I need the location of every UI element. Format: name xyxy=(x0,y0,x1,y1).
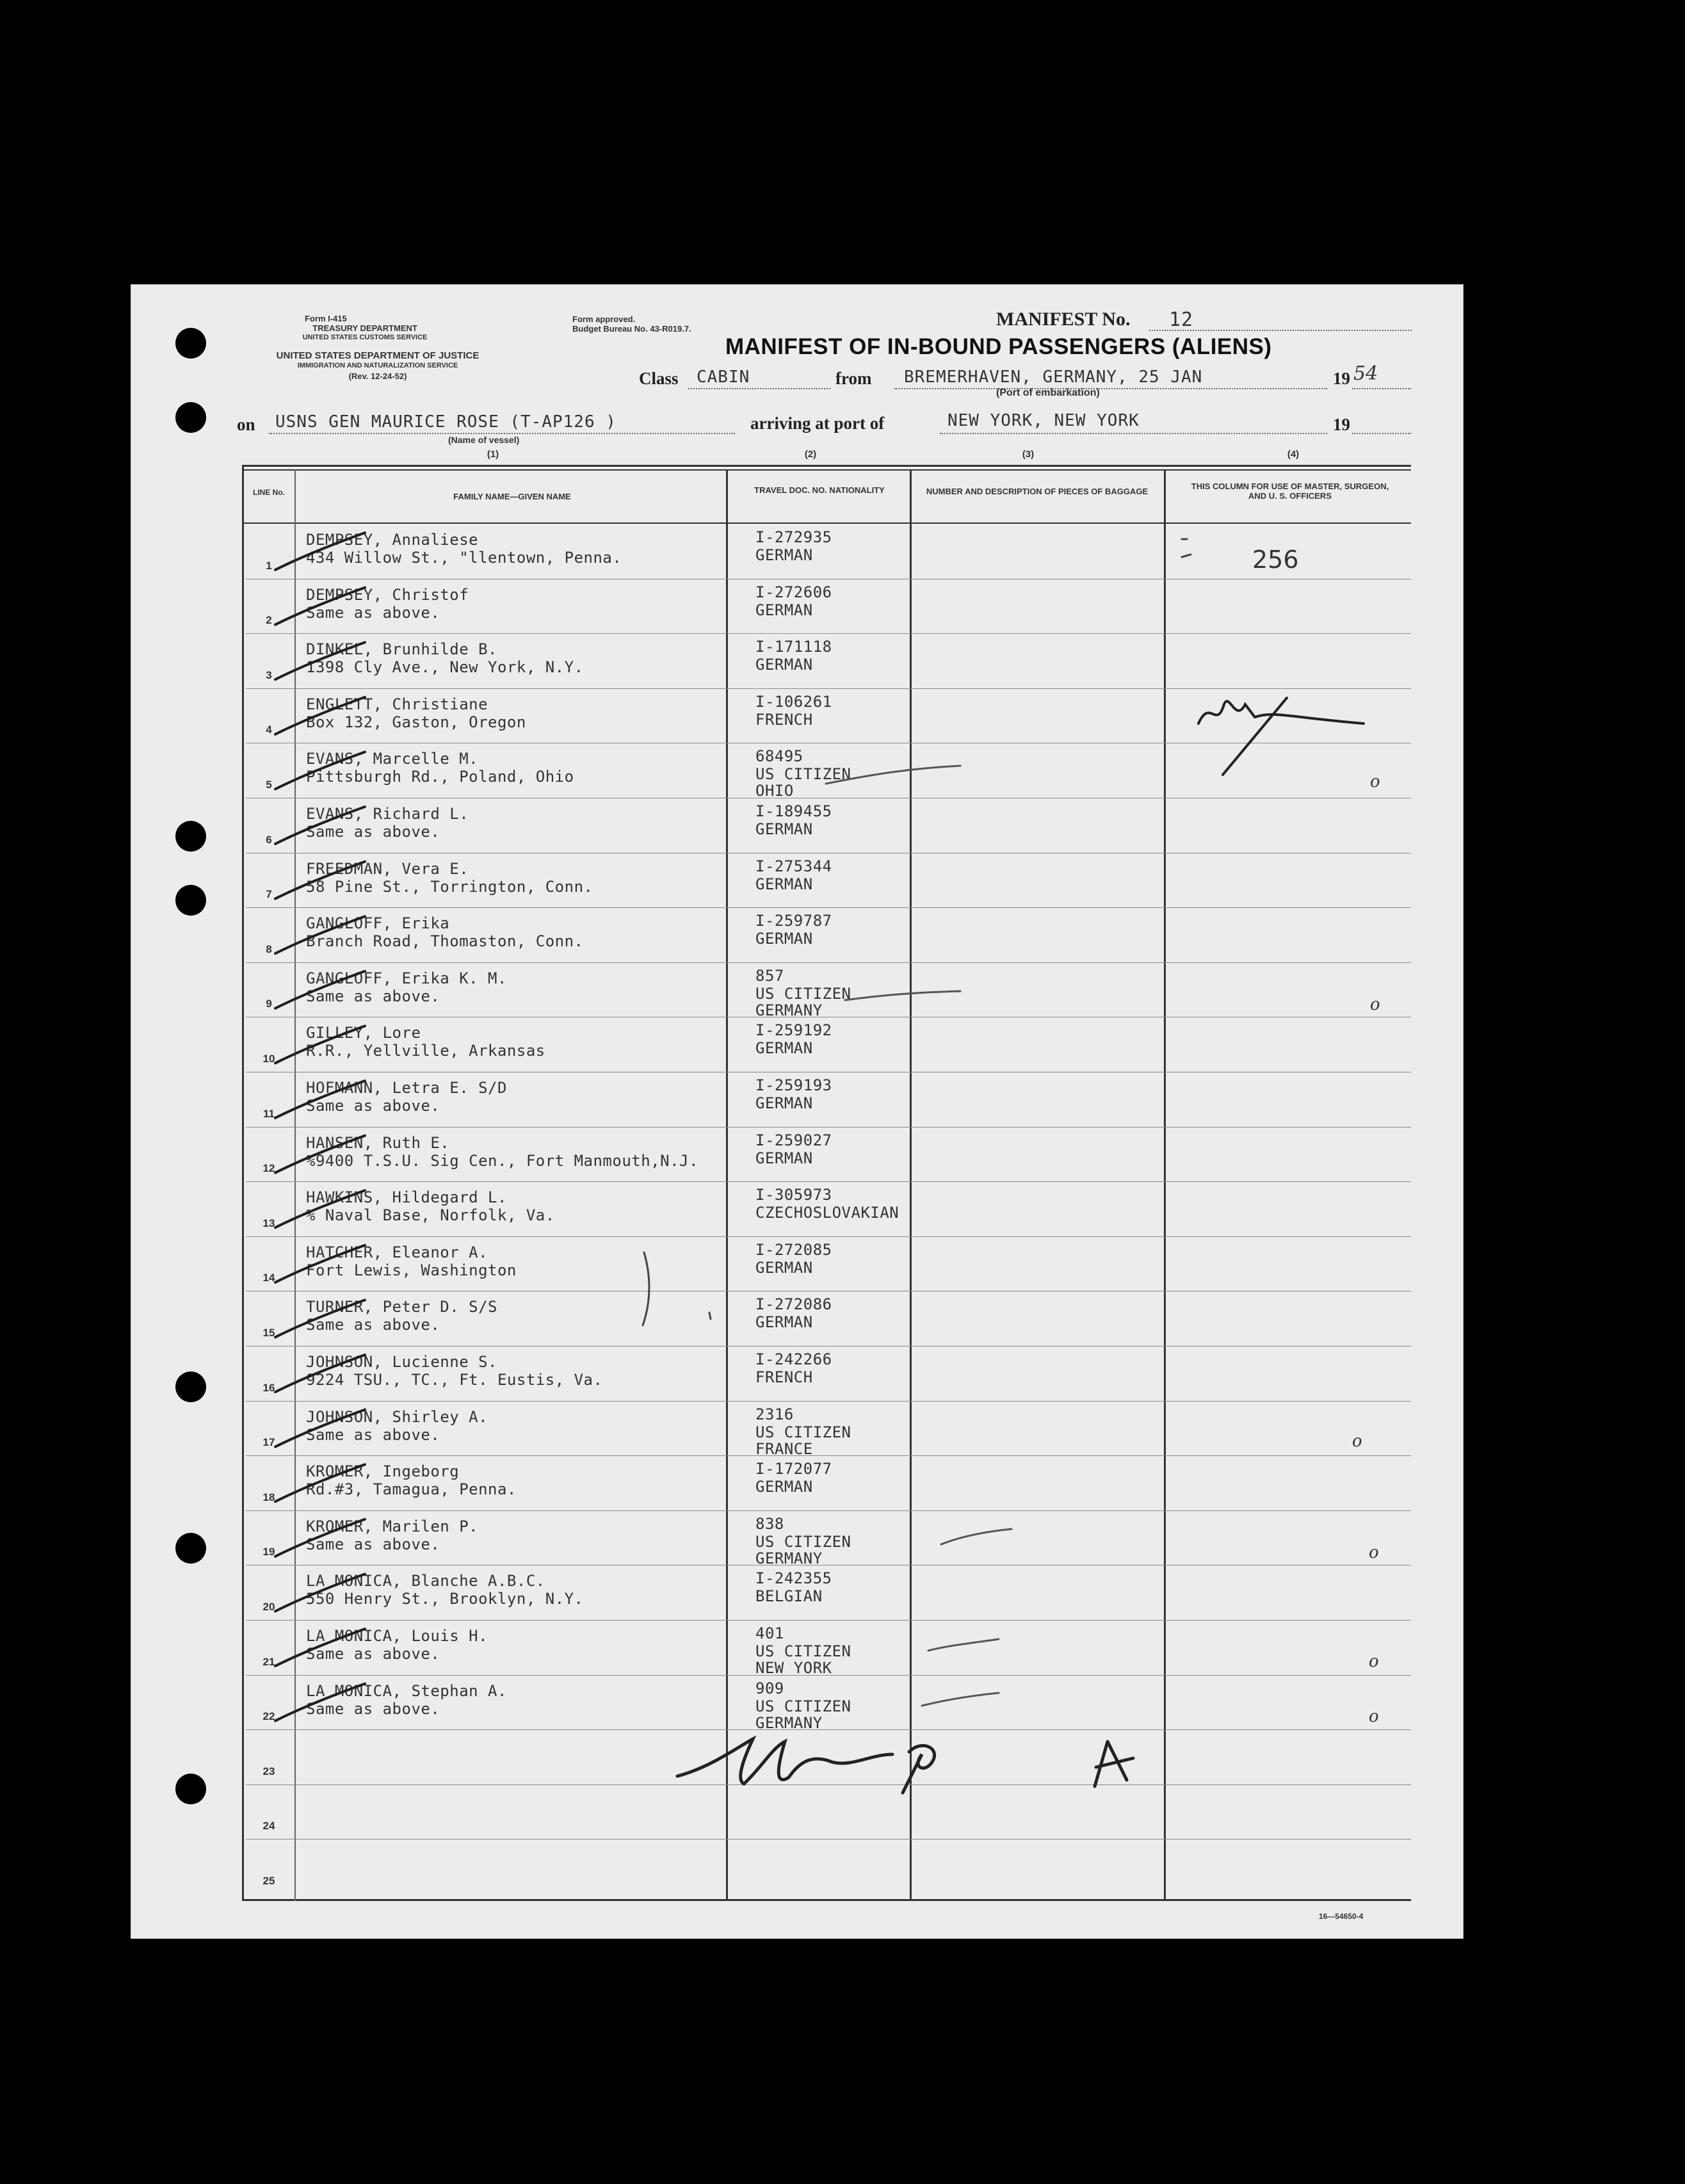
line-number: 5 xyxy=(266,779,272,791)
line-number: 1 xyxy=(266,559,272,572)
passenger-address: Rd.#3, Tamagua, Penna. xyxy=(306,1480,517,1499)
check-mark xyxy=(275,1136,365,1173)
on-label: on xyxy=(237,415,255,434)
class-value: CABIN xyxy=(697,368,750,387)
bottom-signature xyxy=(677,1739,1133,1793)
nationality-detail: GERMANY xyxy=(755,1713,823,1732)
line-number: 8 xyxy=(266,942,272,955)
check-mark xyxy=(275,916,365,953)
col-number-1: (1) xyxy=(487,449,499,460)
nationality: US CITIZEN xyxy=(755,1423,851,1441)
check-mark xyxy=(275,1684,365,1721)
travel-doc-number: I-242355 xyxy=(755,1569,832,1588)
passenger-address: Same as above. xyxy=(306,1425,440,1444)
nationality-detail: GERMANY xyxy=(755,1549,823,1567)
arrival-year: 19 xyxy=(1333,415,1350,434)
passenger-address: R.R., Yellville, Arkansas xyxy=(306,1042,545,1060)
passenger-address: Same as above. xyxy=(306,1699,440,1718)
line-number: 9 xyxy=(266,998,272,1010)
passenger-name: HATCHER, Eleanor A. xyxy=(306,1243,488,1261)
passenger-name: GANGLOFF, Erika K. M. xyxy=(306,969,507,987)
nationality: GERMAN xyxy=(755,656,813,674)
passenger-address: Fort Lewis, Washington xyxy=(306,1261,517,1279)
check-mark xyxy=(275,1629,365,1666)
col-number-3: (3) xyxy=(1022,449,1035,460)
year-suffix: 54 xyxy=(1353,362,1378,385)
nationality: US CITIZEN xyxy=(755,1532,851,1551)
passenger-address: Same as above. xyxy=(306,823,440,841)
nationality: US CITIZEN xyxy=(755,1697,851,1715)
line-number: 22 xyxy=(262,1710,275,1723)
line-number: 2 xyxy=(266,614,272,627)
passenger-address: Same as above. xyxy=(306,1645,440,1663)
travel-doc-number: 401 xyxy=(755,1624,784,1642)
travel-doc-number: I-242266 xyxy=(755,1350,832,1368)
nationality: GERMAN xyxy=(755,1313,813,1332)
nationality: GERMAN xyxy=(755,1478,813,1496)
line-number: 25 xyxy=(262,1875,275,1887)
dept-customs: UNITED STATES CUSTOMS SERVICE xyxy=(302,334,428,341)
passenger-address: Branch Road, Thomaston, Conn. xyxy=(306,932,584,951)
manifest-title: MANIFEST OF IN-BOUND PASSENGERS (ALIENS) xyxy=(725,334,1272,359)
line-number: 18 xyxy=(262,1491,275,1503)
form-revision: (Rev. 12-24-52) xyxy=(348,371,407,381)
passenger-address: 550 Henry St., Brooklyn, N.Y. xyxy=(306,1590,584,1608)
header-officers: THIS COLUMN FOR USE OF MASTER, SURGEON, AND U. S. OFFICERS xyxy=(1191,481,1389,501)
vessel-name: USNS GEN MAURICE ROSE (T-AP126 ) xyxy=(275,412,617,432)
travel-doc-number: I-275344 xyxy=(755,857,832,875)
passenger-address: Same as above. xyxy=(306,603,440,622)
nationality: GERMAN xyxy=(755,1094,813,1112)
travel-doc-number: I-305973 xyxy=(755,1186,832,1204)
nationality: CZECHOSLOVAKIAN xyxy=(755,1204,899,1222)
line-number: 19 xyxy=(262,1546,275,1558)
dept-treasury: TREASURY DEPARTMENT xyxy=(312,323,417,333)
class-label: Class xyxy=(639,369,679,388)
travel-doc-number: I-172077 xyxy=(755,1460,832,1478)
vessel-note: (Name of vessel) xyxy=(448,435,520,445)
manifest-number: 12 xyxy=(1169,309,1194,331)
line-number: 24 xyxy=(262,1820,275,1832)
budget-bureau: Budget Bureau No. 43-R019.7. xyxy=(572,324,691,334)
line-number: 12 xyxy=(262,1162,275,1175)
year-prefix: 19 xyxy=(1333,369,1350,388)
line-number: 14 xyxy=(262,1272,275,1284)
check-mark xyxy=(275,1574,365,1611)
travel-doc-number: 838 xyxy=(755,1514,784,1533)
header-line-no: LINE No. xyxy=(253,488,285,497)
check-mark xyxy=(275,1355,365,1392)
travel-doc-number: 2316 xyxy=(755,1405,794,1423)
tally-mark: o xyxy=(1369,1543,1379,1562)
passenger-name: DEMPSEY, Christof xyxy=(306,585,469,604)
passenger-address: Box 132, Gaston, Oregon xyxy=(306,713,526,731)
travel-doc-number: 68495 xyxy=(755,747,803,766)
passenger-address: 434 Willow St., "llentown, Penna. xyxy=(306,549,622,567)
passenger-address: % Naval Base, Norfolk, Va. xyxy=(306,1206,555,1225)
travel-doc-number: I-106261 xyxy=(755,692,832,711)
nationality: GERMAN xyxy=(755,546,813,564)
passenger-address: Same as above. xyxy=(306,1097,440,1115)
from-value: BREMERHAVEN, GERMANY, 25 JAN xyxy=(904,368,1203,387)
line-number: 7 xyxy=(266,888,272,901)
line-number: 11 xyxy=(263,1107,275,1120)
arriving-label: arriving at port of xyxy=(750,414,885,433)
travel-doc-number: I-259027 xyxy=(755,1131,832,1149)
line-number: 21 xyxy=(262,1655,275,1668)
header-baggage: NUMBER AND DESCRIPTION OF PIECES OF BAGGAGE xyxy=(926,487,1149,496)
check-mark xyxy=(275,1519,365,1557)
check-mark xyxy=(275,1190,365,1227)
nationality: GERMAN xyxy=(755,1039,813,1058)
header-name: FAMILY NAME—GIVEN NAME xyxy=(453,492,571,501)
margin-marks xyxy=(643,539,1191,1325)
nationality: GERMAN xyxy=(755,601,813,619)
passenger-name: ENGLETT, Christiane xyxy=(306,695,488,713)
from-label: from xyxy=(835,369,872,388)
line-number: 23 xyxy=(262,1765,275,1777)
passenger-name: LA MONICA, Blanche A.B.C. xyxy=(306,1572,545,1590)
passenger-address: 9224 TSU., TC., Ft. Eustis, Va. xyxy=(306,1371,603,1389)
passenger-name: LA MONICA, Stephan A. xyxy=(306,1681,507,1700)
passenger-address: Same as above. xyxy=(306,1316,440,1334)
passenger-name: HANSEN, Ruth E. xyxy=(306,1133,450,1152)
passenger-address: 1398 Cly Ave., New York, N.Y. xyxy=(306,658,584,677)
line-number: 20 xyxy=(262,1601,275,1613)
form-approved: Form approved. xyxy=(572,314,636,324)
line-number: 3 xyxy=(266,668,272,681)
check-mark xyxy=(275,1026,365,1063)
travel-doc-number: I-272086 xyxy=(755,1295,832,1314)
manifest-number-label: MANIFEST No. xyxy=(996,309,1131,330)
passenger-address: Same as above. xyxy=(306,987,440,1005)
travel-doc-number: 909 xyxy=(755,1679,784,1697)
tally-mark: o xyxy=(1369,1707,1379,1726)
passenger-name: EVANS, Richard L. xyxy=(306,805,469,823)
count-annotation: 256 xyxy=(1252,546,1299,574)
nationality: BELGIAN xyxy=(755,1587,823,1606)
passenger-name: FREEDMAN, Vera E. xyxy=(306,859,469,878)
officer-signature xyxy=(1198,698,1364,775)
dept-immigration: IMMIGRATION AND NATURALIZATION SERVICE xyxy=(297,362,458,369)
travel-doc-number: I-259192 xyxy=(755,1021,832,1040)
check-mark xyxy=(275,807,365,844)
nationality: GERMAN xyxy=(755,1258,813,1277)
baggage-strokes xyxy=(826,766,1012,1706)
passenger-name: GILLEY, Lore xyxy=(306,1024,421,1042)
tally-mark: o xyxy=(1369,1652,1379,1671)
check-mark xyxy=(275,1300,365,1337)
tally-mark: o xyxy=(1370,772,1380,791)
nationality: GERMAN xyxy=(755,820,813,838)
line-number: 10 xyxy=(262,1053,275,1065)
nationality: GERMAN xyxy=(755,1149,813,1167)
passenger-name: GANGLOFF, Erika xyxy=(306,914,450,933)
port-embarkation-note: (Port of embarkation) xyxy=(996,387,1100,398)
line-number: 6 xyxy=(266,833,272,846)
travel-doc-number: I-259193 xyxy=(755,1076,832,1094)
passenger-address: 58 Pine St., Torrington, Conn. xyxy=(306,877,593,896)
form-number: Form I-415 xyxy=(305,314,347,323)
nationality-detail: NEW YORK xyxy=(755,1659,832,1677)
nationality-detail: GERMANY xyxy=(755,1001,823,1019)
passenger-address: %9400 T.S.U. Sig Cen., Fort Manmouth,N.J. xyxy=(306,1151,698,1170)
passenger-name: EVANS, Marcelle M. xyxy=(306,750,479,768)
tally-mark: o xyxy=(1352,1432,1362,1451)
nationality-detail: FRANCE xyxy=(755,1439,813,1458)
header-travel-doc: TRAVEL DOC. NO. NATIONALITY xyxy=(754,485,885,495)
nationality-detail: OHIO xyxy=(755,782,794,800)
line-number: 4 xyxy=(266,724,272,736)
travel-doc-number: I-272935 xyxy=(755,528,832,546)
travel-doc-number: I-171118 xyxy=(755,638,832,656)
check-mark xyxy=(275,752,365,789)
passenger-name: JOHNSON, Shirley A. xyxy=(306,1407,488,1426)
nationality: FRENCH xyxy=(755,710,813,729)
check-mark xyxy=(275,971,365,1008)
col-number-4: (4) xyxy=(1287,449,1300,460)
line-number: 16 xyxy=(262,1381,275,1394)
passenger-name: TURNER, Peter D. S/S xyxy=(306,1298,497,1316)
passenger-name: HOFMANN, Letra E. S/D xyxy=(306,1079,507,1097)
col-number-2: (2) xyxy=(804,449,817,460)
passenger-name: KROMER, Ingeborg xyxy=(306,1462,460,1481)
travel-doc-number: 857 xyxy=(755,966,784,985)
passenger-name: KROMER, Marilen P. xyxy=(306,1517,479,1535)
passenger-name: DEMPSEY, Annaliese xyxy=(306,531,479,549)
check-mark xyxy=(275,533,365,570)
travel-doc-number: I-259787 xyxy=(755,912,832,930)
line-number: 13 xyxy=(262,1217,275,1229)
passenger-address: Same as above. xyxy=(306,1535,440,1553)
passenger-address: Pittsburgh Rd., Poland, Ohio xyxy=(306,768,574,786)
passenger-name: HAWKINS, Hildegard L. xyxy=(306,1188,507,1207)
dept-justice: UNITED STATES DEPARTMENT OF JUSTICE xyxy=(276,350,480,361)
travel-doc-number: I-189455 xyxy=(755,802,832,820)
travel-doc-number: I-272606 xyxy=(755,583,832,601)
nationality: GERMAN xyxy=(755,930,813,948)
nationality: US CITIZEN xyxy=(755,984,851,1003)
line-number: 15 xyxy=(262,1327,275,1339)
travel-doc-number: I-272085 xyxy=(755,1240,832,1259)
tally-mark: o xyxy=(1370,995,1380,1014)
nationality: US CITIZEN xyxy=(755,1642,851,1660)
check-mark xyxy=(275,1410,365,1447)
footer-code: 16—54650-4 xyxy=(1319,1912,1364,1921)
check-mark xyxy=(275,862,365,899)
arrival-port: NEW YORK, NEW YORK xyxy=(947,411,1140,430)
nationality: GERMAN xyxy=(755,875,813,893)
check-mark xyxy=(275,1081,365,1118)
check-mark xyxy=(275,642,365,679)
check-mark xyxy=(275,697,365,734)
passenger-name: DINKEL, Brunhilde B. xyxy=(306,640,497,659)
check-mark xyxy=(275,588,365,625)
nationality: FRENCH xyxy=(755,1368,813,1386)
check-mark xyxy=(275,1245,365,1282)
nationality: US CITIZEN xyxy=(755,765,851,784)
check-mark xyxy=(275,1464,365,1501)
passenger-name: LA MONICA, Louis H. xyxy=(306,1627,488,1645)
line-number: 17 xyxy=(262,1436,275,1449)
passenger-name: JOHNSON, Lucienne S. xyxy=(306,1353,497,1371)
